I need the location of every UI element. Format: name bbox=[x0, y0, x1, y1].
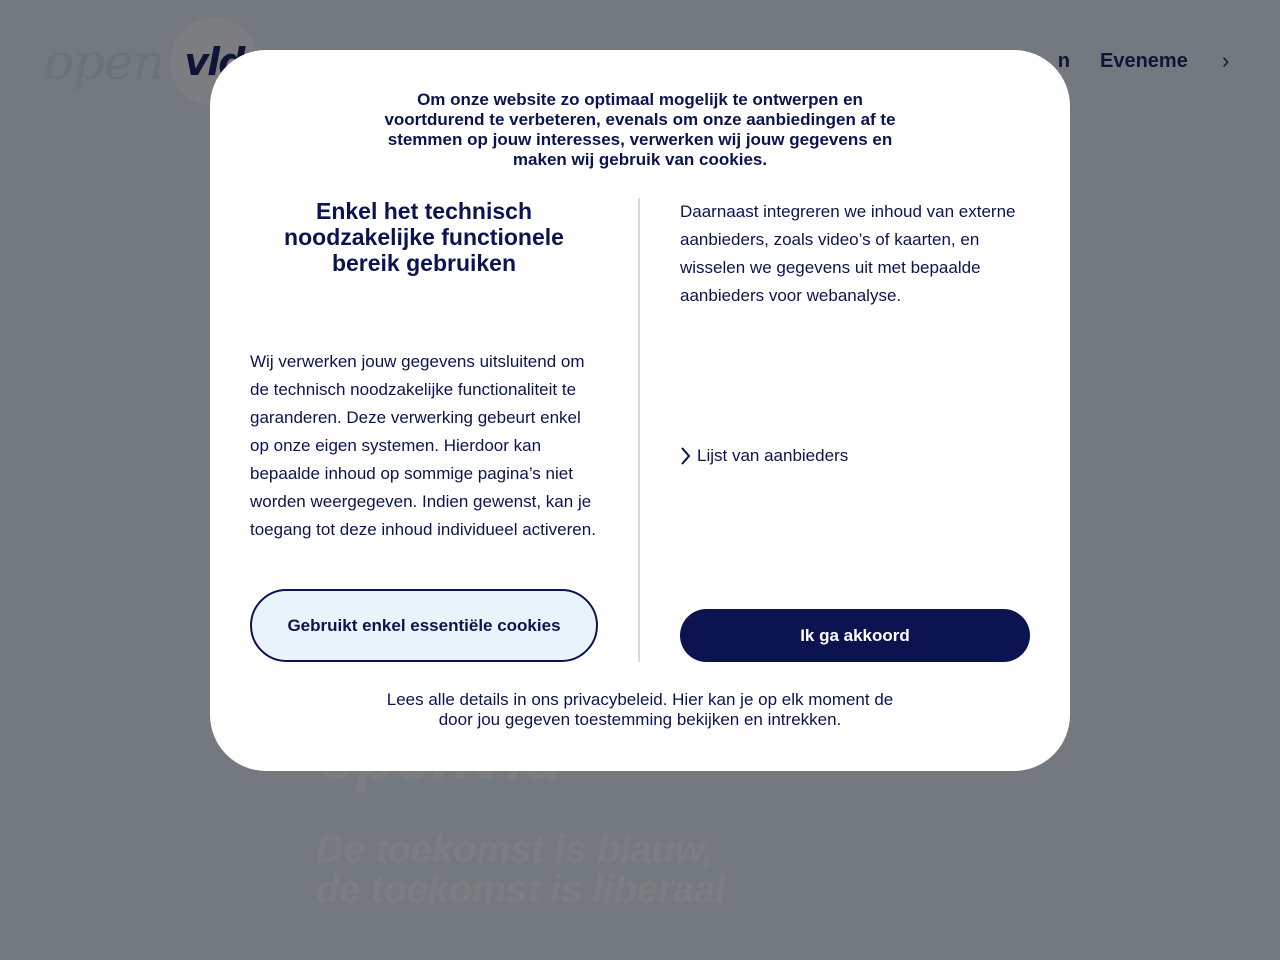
accept-all-button[interactable]: Ik ga akkoord bbox=[680, 609, 1030, 662]
cookie-consent-dialog bbox=[210, 50, 1070, 771]
column-divider bbox=[638, 198, 640, 662]
consent-intro-text: Om onze website zo optimaal mogelijk te ontwerpen en voortdurend te verbeteren, evenals om onze aanbiedingen af te stemmen op jouw interesses, verwerken wij jouw gegevens en maken wij gebruik van cookies. bbox=[384, 90, 896, 169]
accept-all-column bbox=[680, 198, 1030, 310]
essential-only-title: Enkel het technisch noodzakelijke functionele bereik gebruiken bbox=[284, 198, 564, 276]
chevron-right-icon bbox=[680, 446, 691, 466]
privacy-footer-note: Lees alle details in ons privacybeleid. Hier kan je op elk moment de door jou gegeven toestemming bekijken en intrekken. bbox=[386, 690, 894, 729]
essential-only-description: Wij verwerken jouw gegevens uitsluitend om de technisch noodzakelijke functionaliteit te garanderen. Deze verwerking gebeurt enkel op onze eigen systemen. Hierdoor kan bepaalde inhoud op sommige pagina’s niet worden weergegeven. Indien gewenst, kan je toegang tot deze inhoud individueel activeren. bbox=[250, 352, 596, 539]
providers-list-label: Lijst van aanbieders bbox=[697, 446, 849, 465]
providers-list-toggle[interactable] bbox=[680, 446, 848, 466]
essential-only-column bbox=[250, 198, 598, 539]
essential-cookies-button[interactable]: Gebruikt enkel essentiële cookies bbox=[250, 589, 598, 662]
external-providers-description: Daarnaast integreren we inhoud van externe aanbieders, zoals video’s of kaarten, en wisselen we gegevens uit met bepaalde aanbieders voor webanalyse. bbox=[680, 202, 1016, 305]
